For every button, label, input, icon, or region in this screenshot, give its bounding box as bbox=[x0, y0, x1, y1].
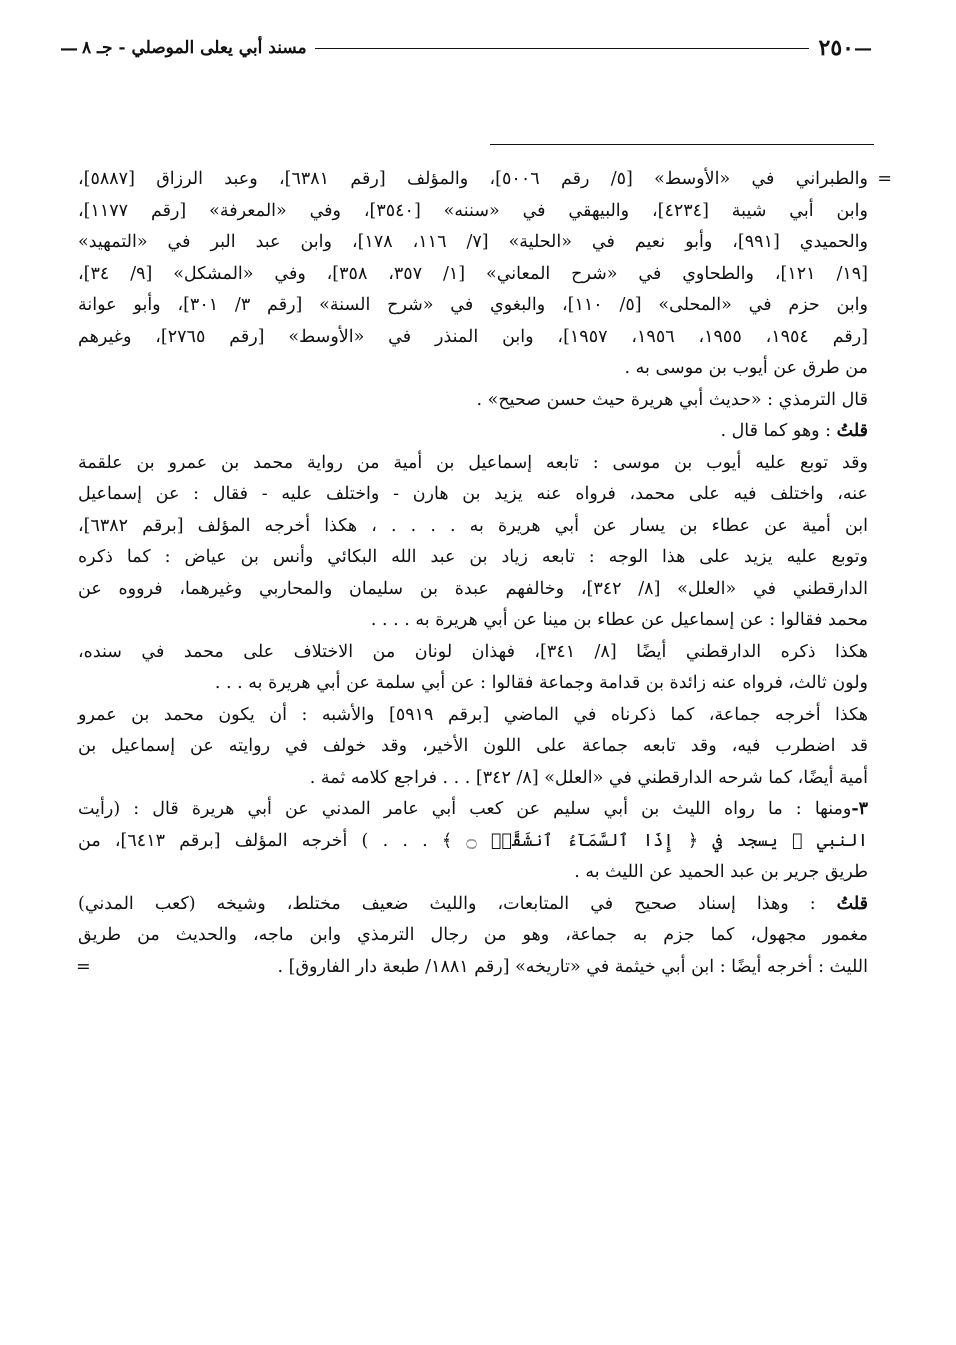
text-line: الليث : أخرجه أيضًا : ابن أبي خيثمة في «تاريخه» [رقم ١٨٨١/ طبعة دار الفاروق] . bbox=[277, 956, 868, 977]
text-line: قال الترمذي : «حديث أبي هريرة حيث حسن صحيح» . bbox=[476, 389, 868, 410]
text-line: هكذا أخرجه جماعة، كما ذكرناه في الماضي [برقم ٥٩١٩] والأشبه : أن يكون محمد بن عمرو bbox=[78, 704, 868, 725]
footnote-body bbox=[76, 164, 892, 983]
footnote-paragraph bbox=[78, 416, 868, 448]
item-number: ٣- bbox=[851, 799, 868, 819]
footnote-paragraph bbox=[78, 700, 868, 795]
text-line: والحميدي [٩٩١]، وأبو نعيم في «الحلية» [٧/ ١١٦، ١٧٨]، وابن عبد البر في «التمهيد» bbox=[78, 232, 868, 252]
qultu-label: قلتُ bbox=[836, 893, 868, 914]
text-line bbox=[78, 889, 868, 921]
text-line: النبي ﷺ يسجد في ﴿ إِذَا ٱلسَّمَآءُ ٱنشَقَّتۡ ۝ ﴾ . . . ) أخرجه المؤلف [برقم ٦٤١٣]، من bbox=[78, 830, 868, 851]
footnote-separator bbox=[490, 144, 874, 145]
text-run: : وهذا إسناد صحيح في المتابعات، والليث ضعيف مختلط، وشيخه (كعب المدني) bbox=[78, 893, 816, 914]
text-line: وتوبع عليه يزيد على هذا الوجه : تابعه زياد بن عبد الله البكائي وأنس بن عياض : كما ذكره bbox=[78, 547, 868, 567]
text-line: [رقم ١٩٥٤، ١٩٥٥، ١٩٥٦، ١٩٥٧]، وابن المنذر في «الأوسط» [رقم ٢٧٦٥]، وغيرهم bbox=[78, 326, 868, 347]
book-title: مسند أبي يعلى الموصلي - جـ ٨ bbox=[82, 38, 307, 58]
text-line: الدارقطني في «العلل» [٨/ ٣٤٢]، وخالفهم عبدة بن سليمان والمحاربي وغيرهما، فرووه عن bbox=[78, 578, 868, 599]
header-rule bbox=[315, 48, 809, 49]
footnote-paragraph bbox=[78, 385, 868, 417]
text-line: وابن أبي شيبة [٤٢٣٤]، والبيهقي في «سننه» [٣٥٤٠]، وفي «المعرفة» [رقم ١١٧٧]، bbox=[78, 200, 868, 221]
text-line: أمية أيضًا، كما شرحه الدارقطني في «العلل» [٨/ ٣٤٢] . . . فراجع كلامه ثمة . bbox=[309, 767, 868, 788]
page-number: ٢٥٠ bbox=[818, 35, 854, 61]
text-line: مغمور مجهول، كما جزم به جماعة، وهو من رجال الترمذي وابن ماجه، والحديث من طريق bbox=[78, 925, 868, 945]
header-dash-right: — bbox=[854, 37, 872, 59]
text-line: [١٩/ ١٢١]، والطحاوي في «شرح المعاني» [١/ ٣٥٧، ٣٥٨]، وفي «المشكل» [٩/ ٣٤]، bbox=[78, 263, 868, 284]
running-header bbox=[60, 28, 872, 68]
text-line: محمد فقالوا : عن إسماعيل عن عطاء بن مينا عن أبي هريرة به . . . . bbox=[370, 610, 868, 630]
text-run: ومنها : ما رواه الليث بن أبي سليم عن كعب أبي عامر المدني عن أبي هريرة قال : (رأيت bbox=[78, 799, 852, 819]
text-line: ولون ثالث، فرواه عنه زائدة بن قدامة وجماعة فقالوا : عن أبي سلمة عن أبي هريرة به . . . bbox=[214, 673, 868, 693]
text-line bbox=[78, 794, 868, 826]
text-line: وقد توبع عليه أيوب بن موسى : تابعه إسماعيل بن أمية من رواية محمد بن عمرو بن علقمة bbox=[78, 452, 868, 473]
text-line: عنه، واختلف فيه على محمد، فرواه عنه يزيد بن هارن - واختلف عليه - فقال : عن إسماعيل bbox=[78, 484, 868, 504]
text-line: ابن أمية عن عطاء بن يسار عن أبي هريرة به . . . . ، هكذا أخرجه المؤلف [برقم ٦٣٨٢]، bbox=[78, 515, 868, 536]
header-dash-left: — bbox=[60, 37, 78, 59]
text-line: والطبراني في «الأوسط» [٥/ رقم ٥٠٠٦]، والمؤلف [رقم ٦٣٨١]، وعبد الرزاق [٥٨٨٧]، bbox=[78, 169, 868, 189]
text-line: هكذا ذكره الدارقطني أيضًا [٨/ ٣٤١]، فهذان لونان من الاختلاف على محمد في سنده، bbox=[78, 641, 868, 662]
footnote-paragraph bbox=[78, 448, 868, 637]
text-line: وابن حزم في «المحلى» [٥/ ١١٠]، والبغوي في «شرح السنة» [رقم ٣/ ٣٠١]، وأبو عوانة bbox=[78, 295, 868, 315]
footnote-paragraph bbox=[78, 164, 892, 385]
text-run: : وهو كما قال . bbox=[720, 421, 832, 441]
text-line: من طرق عن أيوب بن موسى به . bbox=[624, 358, 868, 378]
text-line bbox=[78, 416, 868, 448]
continuation-mark-start: = bbox=[877, 169, 892, 189]
text-line: قد اضطرب فيه، وقد تابعه جماعة على اللون الأخير، وقد خولف في روايته عن إسماعيل بن bbox=[78, 736, 868, 756]
continuation-mark-end: = bbox=[76, 956, 91, 977]
footnote-paragraph bbox=[78, 637, 868, 700]
footnote-paragraph bbox=[78, 889, 868, 984]
footnote-paragraph bbox=[78, 794, 868, 889]
qultu-label: قلتُ bbox=[836, 421, 868, 441]
text-line: طريق جرير بن عبد الحميد عن الليث به . bbox=[574, 862, 868, 882]
